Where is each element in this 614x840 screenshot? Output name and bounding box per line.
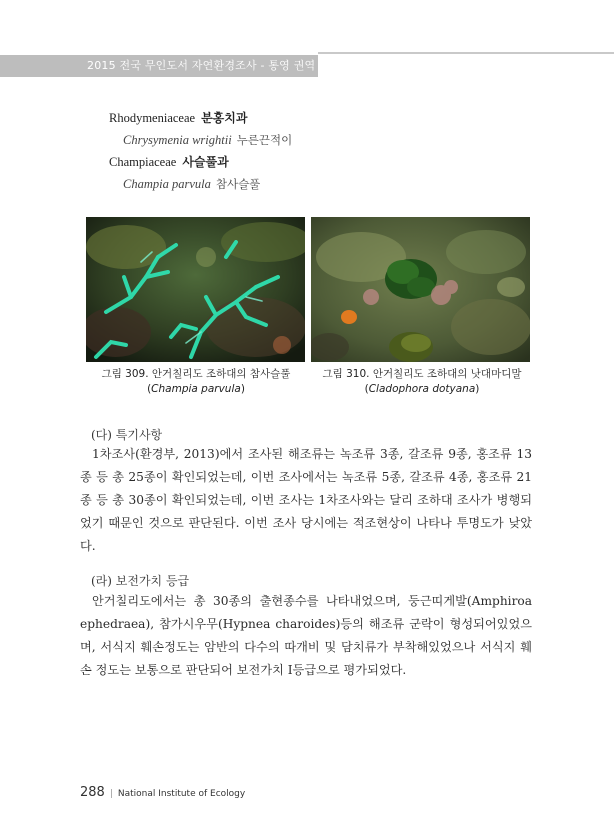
section-heading-notes: (다) 특기사항 — [91, 428, 163, 442]
family-korean: 분홍치과 — [201, 111, 248, 125]
family-latin: Champiaceae — [109, 155, 177, 169]
caption-scientific-name: Champia parvula — [151, 383, 241, 395]
photo-cladophora-dotyana — [311, 217, 530, 362]
species-latin: Chrysymenia wrightii — [123, 133, 232, 147]
caption-title: 그림 309. 안거칠리도 조하대의 참사슬풀 — [101, 368, 291, 380]
header-rule — [318, 52, 614, 54]
caption-scientific-name: Cladophora dotyana — [368, 383, 476, 395]
institution-name: National Institute of Ecology — [117, 789, 246, 799]
page-footer — [80, 781, 245, 800]
family-korean: 사슬풀과 — [182, 155, 229, 169]
paren-close: ) — [475, 383, 480, 395]
species-chrysymenia — [109, 129, 509, 151]
species-korean: 누른끈적이 — [236, 133, 293, 147]
section-heading-conservation: (라) 보전가치 등급 — [91, 574, 190, 588]
family-rhodymeniaceae — [109, 107, 509, 129]
species-champia — [109, 173, 509, 195]
section-body-conservation: 안거칠리도에서는 총 30종의 출현종수를 나타내었으며, 둥근띠게발(Amphiroa ephedraea), 참가시우무(Hypnea charoides)등의 해조류 군락이 형성되어있었으며, 서식지 훼손정도는 암반의 다수의 따개비 및 담치류가 부착해있었으나 서식지 훼손 정도는 보통으로 판단되어 보전가치 I등급으로 평가되었다. — [80, 594, 532, 677]
family-latin: Rhodymeniaceae — [109, 111, 196, 125]
paren-open: ( — [147, 383, 152, 395]
figure-caption-310 — [302, 367, 542, 397]
footer-separator: | — [109, 789, 113, 799]
caption-title: 그림 310. 안거칠리도 조하대의 낫대마디말 — [322, 368, 522, 380]
section-body-notes: 1차조사(환경부, 2013)에서 조사된 해조류는 녹조류 3종, 갈조류 9종, 홍조류 13종 등 총 25종이 확인되었는데, 이번 조사에서는 녹조류 5종, 갈조류 4종, 홍조류 21종 등 총 30종이 확인되었는데, 이번 조사는 1차조사와는 달리 조하대 조사가 병행되었기 때문인 것으로 판단된다. 이번 조사 당시에는 적조현상이 나타나 투명도가 낮았다. — [80, 447, 532, 553]
caption-species — [302, 382, 542, 397]
family-champiaceae — [109, 151, 509, 173]
running-header: 2015 전국 무인도서 자연환경조사 - 통영 권역 — [0, 55, 318, 77]
caption-species — [76, 382, 316, 397]
figure-caption-309 — [76, 367, 316, 397]
taxa-list — [109, 107, 509, 195]
paren-open: ( — [364, 383, 369, 395]
paren-close: ) — [240, 383, 245, 395]
photo-champia-parvula — [86, 217, 305, 362]
page-number: 288 — [80, 785, 105, 800]
species-korean: 참사슬풀 — [215, 177, 261, 191]
species-latin: Champia parvula — [123, 177, 211, 191]
